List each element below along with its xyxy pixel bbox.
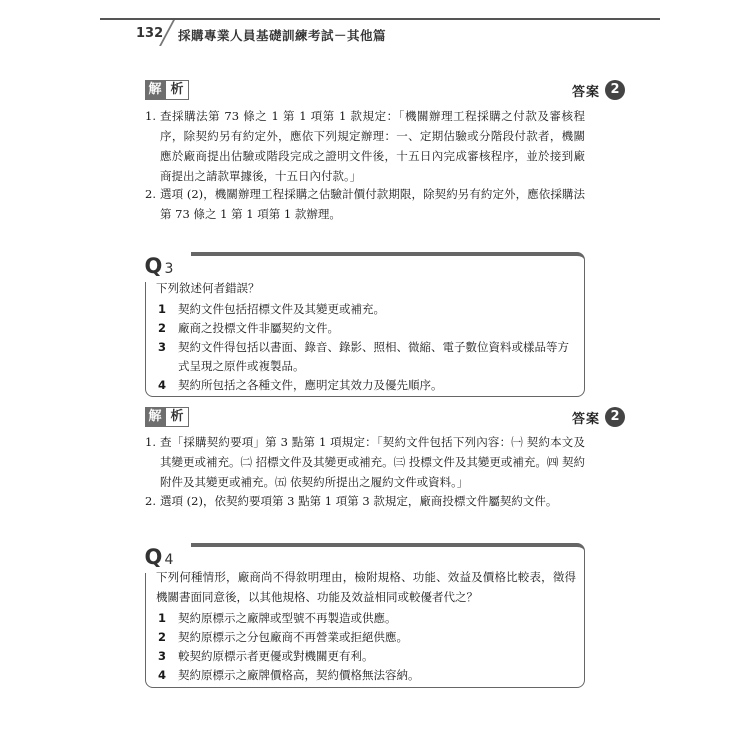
explanation-item [145, 432, 585, 492]
question-letter: Q [144, 545, 163, 569]
header-rule [100, 18, 660, 20]
badge-right: 析 [165, 407, 189, 427]
explanation-number: 2. [145, 187, 156, 201]
option-item [158, 319, 578, 338]
option-text: 契約原標示之分包廠商不再營業或拒絕供應。 [178, 630, 408, 644]
option-item [158, 376, 578, 395]
option-number: 1 [158, 302, 167, 316]
option-number: 3 [158, 649, 167, 663]
question-stem: 下列敘述何者錯誤？ [156, 281, 260, 295]
analysis-header-2 [145, 407, 625, 427]
answer-label: 答案 [571, 411, 600, 427]
option-item [158, 609, 578, 628]
option-item [158, 300, 578, 319]
option-text: 廠商之投標文件非屬契約文件。 [178, 321, 339, 335]
page-number: 132 [136, 26, 164, 41]
analysis-header-1 [145, 80, 625, 100]
explanation-number: 2. [145, 494, 156, 508]
option-text: 較契約原標示者更優或對機關更有利。 [178, 649, 374, 663]
answer-block [572, 407, 625, 427]
answer-value: 2 [605, 80, 625, 100]
badge-right: 析 [165, 80, 189, 100]
option-text: 契約文件包括招標文件及其變更或補充。 [178, 302, 385, 316]
answer-block [572, 80, 625, 100]
question-number: 4 [164, 552, 174, 568]
analysis-badge [145, 80, 189, 100]
badge-left: 解 [145, 407, 165, 427]
question-number: 3 [164, 261, 174, 277]
explanation-item [145, 491, 585, 511]
option-item [158, 628, 578, 647]
page-header [100, 18, 660, 46]
book-title: 採購專業人員基礎訓練考試－其他篇 [178, 28, 387, 43]
explanation-text: 查採購法第 73 條之 1 第 1 項第 1 款規定：「機關辦理工程採購之付款及審核程序，除契約另有約定外，應依下列規定辦理：一、定期估驗或分階段付款者，機關應於廠商提出估驗或階段完成之證明文件後，十五日內完成審核程序，並於接到廠商提出之請款單據後，十五日內付款。」 [160, 109, 585, 183]
option-text: 契約原標示之廠牌價格高，契約價格無法容納。 [178, 668, 420, 682]
question-letter: Q [144, 254, 163, 278]
option-text: 契約文件得包括以書面、錄音、錄影、照相、微縮、電子數位資料或樣品等方式呈現之原件或複製品。 [178, 340, 569, 373]
option-item [158, 647, 578, 666]
option-text: 契約所包括之各種文件，應明定其效力及優先順序。 [178, 378, 443, 392]
option-number: 3 [158, 340, 167, 354]
explanation-text: 選項 (2)，依契約要項第 3 點第 1 項第 3 款規定，廠商投標文件屬契約文件。 [160, 494, 558, 508]
question-box-3 [145, 252, 585, 397]
option-number: 2 [158, 630, 167, 644]
option-number: 4 [158, 378, 167, 392]
option-number: 4 [158, 668, 167, 682]
explanation-text: 查「採購契約要項」第 3 點第 1 項規定：「契約文件包括下列內容：㈠ 契約本文及其變更或補充。㈡ 招標文件及其變更或補充。㈢ 投標文件及其變更或補充。㈣ 契約附件及其變更或補充。㈤ 依契約所提出之履約文件或資料。」 [160, 435, 585, 489]
explanation-item [145, 106, 585, 186]
badge-left: 解 [145, 80, 165, 100]
question-stem: 下列何種情形，廠商尚不得敘明理由，檢附規格、功能、效益及價格比較表，徵得機關書面同意後，以其他規格、功能及效益相同或較優者代之？ [156, 570, 576, 604]
option-number: 2 [158, 321, 167, 335]
answer-value: 2 [605, 407, 625, 427]
option-item [158, 338, 578, 376]
explanation-number: 1. [145, 109, 156, 123]
explanation-item [145, 184, 585, 224]
question-box-4 [145, 543, 585, 688]
option-text: 契約原標示之廠牌或型號不再製造或供應。 [178, 611, 397, 625]
option-number: 1 [158, 611, 167, 625]
answer-label: 答案 [571, 84, 600, 100]
explanation-number: 1. [145, 435, 156, 449]
option-item [158, 666, 578, 685]
analysis-badge [145, 407, 189, 427]
explanation-text: 選項 (2)，機關辦理工程採購之估驗計價付款期限，除契約另有約定外，應依採購法第 73 條之 1 第 1 項第 1 款辦理。 [160, 187, 585, 221]
